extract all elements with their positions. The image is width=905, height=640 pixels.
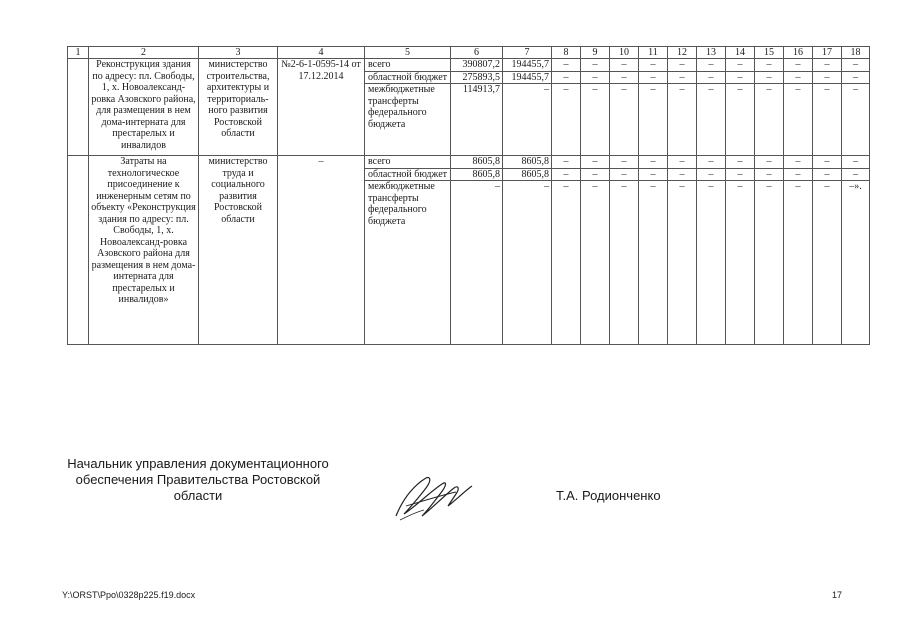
year-value-cell: – (581, 156, 610, 169)
year-value-cell: – (755, 156, 784, 169)
year-value-cell: 8605,8 (503, 156, 552, 169)
year-value-cell: – (755, 71, 784, 84)
year-value-cell: 8605,8 (503, 168, 552, 181)
year-value-cell: – (610, 71, 639, 84)
column-header: 14 (726, 47, 755, 59)
year-value-cell: – (784, 181, 813, 345)
year-value-cell: – (726, 156, 755, 169)
column-header: 11 (639, 47, 668, 59)
year-value-cell: – (668, 84, 697, 156)
year-value-cell: – (552, 71, 581, 84)
year-value-cell: – (610, 156, 639, 169)
year-value-cell: – (610, 181, 639, 345)
year-value-cell: – (842, 168, 870, 181)
funding-source-cell: областной бюджет (365, 168, 451, 181)
table-header-row (68, 47, 870, 59)
table-row (68, 156, 870, 169)
year-value-cell: – (581, 168, 610, 181)
year-value-cell: – (726, 59, 755, 72)
year-value-cell: – (668, 71, 697, 84)
total-value-cell: 390807,2 (451, 59, 503, 72)
year-value-cell: – (813, 156, 842, 169)
column-header: 18 (842, 47, 870, 59)
year-value-cell: – (697, 71, 726, 84)
year-value-cell: – (503, 84, 552, 156)
year-value-cell: – (784, 156, 813, 169)
year-value-cell: – (639, 156, 668, 169)
year-value-cell: – (668, 59, 697, 72)
column-header: 17 (813, 47, 842, 59)
year-value-cell: – (842, 156, 870, 169)
column-header: 6 (451, 47, 503, 59)
year-value-cell: – (842, 84, 870, 156)
year-value-cell: – (755, 84, 784, 156)
year-value-cell: – (813, 181, 842, 345)
year-value-cell: – (552, 181, 581, 345)
year-value-cell: – (581, 59, 610, 72)
signature-image (386, 466, 476, 526)
year-value-cell: – (639, 84, 668, 156)
row-number-cell (68, 156, 89, 345)
year-value-cell: – (581, 181, 610, 345)
year-value-cell: – (784, 71, 813, 84)
year-value-cell: – (813, 71, 842, 84)
year-value-cell: – (784, 84, 813, 156)
year-value-cell: – (784, 59, 813, 72)
year-value-cell: – (668, 181, 697, 345)
year-value-cell: – (697, 156, 726, 169)
year-value-cell: – (552, 168, 581, 181)
column-header: 5 (365, 47, 451, 59)
year-value-cell: – (726, 84, 755, 156)
year-value-cell: – (755, 59, 784, 72)
column-header: 4 (278, 47, 365, 59)
year-value-cell: 194455,7 (503, 59, 552, 72)
total-value-cell: 8605,8 (451, 168, 503, 181)
year-value-cell: – (755, 168, 784, 181)
year-value-cell: – (639, 71, 668, 84)
page-number: 17 (832, 590, 843, 600)
year-value-cell: – (552, 84, 581, 156)
year-value-cell: – (842, 71, 870, 84)
object-name-cell: Затраты на технологическое присоединение к инженерным сетям по объекту «Реконструкция здания по адресу: пл. Свободы, 1, х. Новоалександ-ровка Азовского района для размещения в нем дома-интерната для престарелых и инвалидов» (89, 156, 199, 345)
year-value-cell: – (639, 168, 668, 181)
year-value-cell: 194455,7 (503, 71, 552, 84)
year-value-cell: – (726, 181, 755, 345)
total-value-cell: – (451, 181, 503, 345)
signer-title: Начальник управления документационного обеспечения Правительства Ростовской области (67, 456, 329, 503)
year-value-cell: – (813, 168, 842, 181)
responsible-body-cell: министерство строительства, архитектуры и территориаль-ного развития Ростовской области (199, 59, 278, 156)
footer-file-path: Y:\ORST\Ppo\0328p225.f19.docx (62, 590, 196, 600)
object-name-cell: Реконструкция здания по адресу: пл. Свободы, 1, х. Новоалександ-ровка Азовского района, для размещения в нем дома-интерната для престарелых и инвалидов (89, 59, 199, 156)
column-header: 9 (581, 47, 610, 59)
year-value-cell: – (784, 168, 813, 181)
column-header: 3 (199, 47, 278, 59)
year-value-cell: – (552, 59, 581, 72)
year-value-cell: – (813, 59, 842, 72)
year-value-cell: – (610, 59, 639, 72)
column-header: 12 (668, 47, 697, 59)
responsible-body-cell: министерство труда и социального развития Ростовской области (199, 156, 278, 345)
column-header: 13 (697, 47, 726, 59)
document-cell: – (278, 156, 365, 345)
row-number-cell (68, 59, 89, 156)
year-value-cell: – (697, 181, 726, 345)
year-value-cell: – (697, 84, 726, 156)
funding-source-cell: всего (365, 59, 451, 72)
year-value-cell: – (726, 168, 755, 181)
total-value-cell: 275893,5 (451, 71, 503, 84)
year-value-cell: – (581, 84, 610, 156)
year-value-cell: – (813, 84, 842, 156)
year-value-cell: – (668, 168, 697, 181)
column-header: 7 (503, 47, 552, 59)
year-value-cell: – (755, 181, 784, 345)
column-header: 15 (755, 47, 784, 59)
column-header: 8 (552, 47, 581, 59)
year-value-cell: – (639, 181, 668, 345)
total-value-cell: 8605,8 (451, 156, 503, 169)
data-table (67, 46, 870, 345)
year-value-cell: – (503, 181, 552, 345)
column-header: 16 (784, 47, 813, 59)
year-value-cell: – (697, 59, 726, 72)
column-header: 1 (68, 47, 89, 59)
document-cell: №2-6-1-0595-14 от 17.12.2014 (278, 59, 365, 156)
column-header: 2 (89, 47, 199, 59)
funding-source-cell: межбюджетные трансферты федерального бюджета (365, 181, 451, 345)
year-value-cell: – (842, 59, 870, 72)
year-value-cell: –». (842, 181, 870, 345)
total-value-cell: 114913,7 (451, 84, 503, 156)
funding-source-cell: всего (365, 156, 451, 169)
signer-name: Т.А. Родионченко (556, 488, 661, 503)
year-value-cell: – (639, 59, 668, 72)
funding-source-cell: межбюджетные трансферты федерального бюджета (365, 84, 451, 156)
year-value-cell: – (552, 156, 581, 169)
funding-source-cell: областной бюджет (365, 71, 451, 84)
year-value-cell: – (726, 71, 755, 84)
year-value-cell: – (668, 156, 697, 169)
year-value-cell: – (697, 168, 726, 181)
year-value-cell: – (610, 168, 639, 181)
table-row (68, 59, 870, 72)
column-header: 10 (610, 47, 639, 59)
year-value-cell: – (581, 71, 610, 84)
year-value-cell: – (610, 84, 639, 156)
